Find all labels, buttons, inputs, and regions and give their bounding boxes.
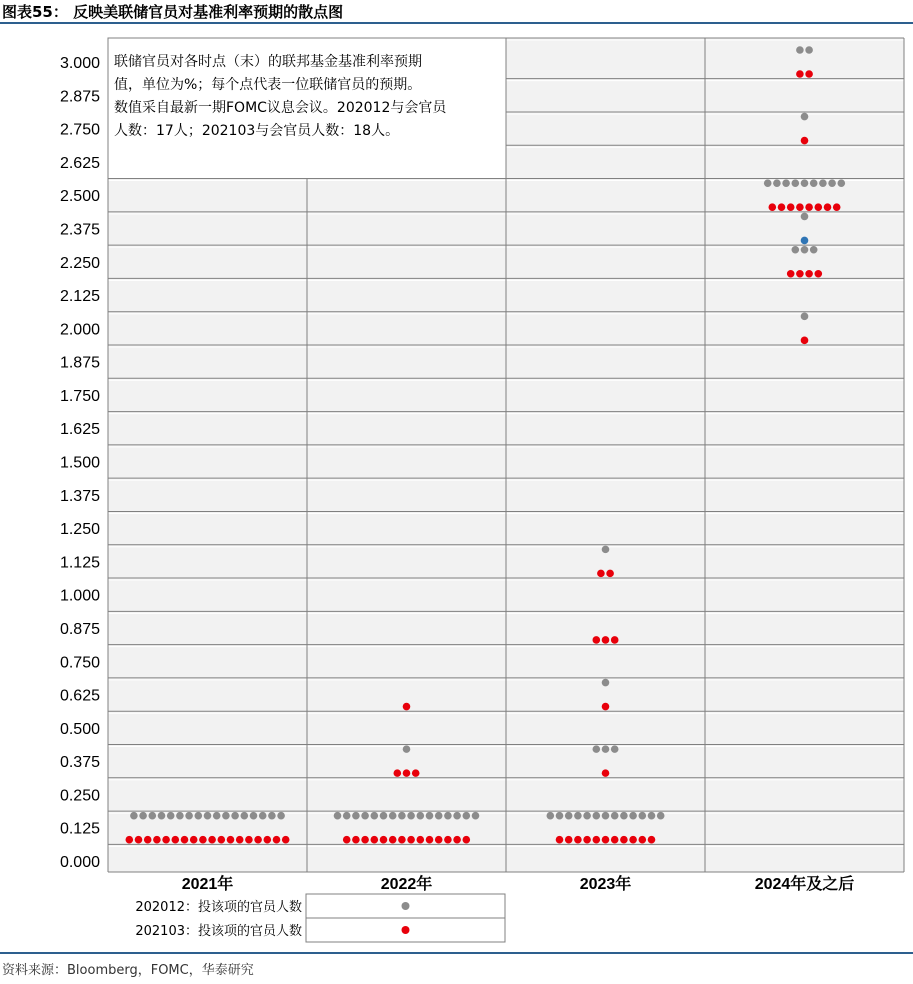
dot-202103	[398, 836, 406, 844]
dot-202012	[792, 179, 800, 187]
dot-202012	[380, 812, 388, 820]
dot-202103	[236, 836, 244, 844]
y-tick-label: 0.250	[59, 787, 100, 805]
dot-202012	[139, 812, 147, 820]
dot-202012	[593, 745, 601, 753]
legend-marker-202103	[402, 926, 410, 934]
bottom-rule	[0, 952, 913, 954]
dot-202103	[417, 836, 425, 844]
dot-202103	[565, 836, 573, 844]
dot-202103	[254, 836, 262, 844]
dot-202012	[602, 745, 610, 753]
dot-202103	[801, 137, 809, 145]
dot-202103	[426, 836, 434, 844]
dot-202103	[648, 836, 656, 844]
dot-202012	[801, 313, 809, 321]
y-tick-label: 1.125	[59, 554, 100, 572]
dot-202012	[838, 179, 846, 187]
dot-202103	[611, 636, 619, 644]
dot-202012	[583, 812, 591, 820]
dot-202103	[556, 836, 564, 844]
legend-label: 202103：投该项的官员人数	[135, 924, 302, 939]
y-tick-label: 2.875	[59, 88, 100, 106]
dot-202012	[611, 745, 619, 753]
dot-202103	[394, 769, 402, 777]
dot-202012	[657, 812, 665, 820]
dot-202012	[222, 812, 230, 820]
dot-202103	[787, 270, 795, 278]
dot-202012	[426, 812, 434, 820]
dot-202012	[602, 812, 610, 820]
dot-202012	[805, 46, 813, 54]
dot-202103	[805, 203, 813, 211]
y-tick-label: 2.625	[59, 154, 100, 172]
dot-202012	[565, 812, 573, 820]
dot-202103	[620, 836, 628, 844]
dot-202012	[417, 812, 425, 820]
dot-202103	[199, 836, 207, 844]
y-tick-label: 0.875	[59, 620, 100, 638]
dot-202103	[245, 836, 253, 844]
dot-202103	[412, 769, 420, 777]
note-text-line: 人数：17人；202103与会官员人数：18人。	[114, 123, 400, 139]
dot-202012	[250, 812, 258, 820]
dot-202012	[231, 812, 239, 820]
dot-202012	[556, 812, 564, 820]
chart-title: 图表55： 反映美联储官员对基准利率预期的散点图	[2, 3, 344, 21]
dot-202103	[153, 836, 161, 844]
dot-202012	[801, 113, 809, 121]
dot-202103	[352, 836, 360, 844]
dot-202103	[833, 203, 841, 211]
dot-202103	[796, 70, 804, 78]
dot-202012	[648, 812, 656, 820]
y-tick-label: 0.125	[59, 820, 100, 838]
dot-202012	[463, 812, 471, 820]
dot-202103	[435, 836, 443, 844]
x-category-label: 2023年	[579, 876, 632, 893]
note-text-line: 值，单位为%；每个点代表一位联储官员的预期。	[114, 77, 422, 93]
dot-202012	[352, 812, 360, 820]
dot-202103	[135, 836, 143, 844]
dot-202012	[574, 812, 582, 820]
dot-202103	[805, 270, 813, 278]
dot-202012	[472, 812, 480, 820]
dot-202103	[389, 836, 397, 844]
dot-202103	[463, 836, 471, 844]
note-text-line: 联储官员对各时点（末）的联邦基金基准利率预期	[114, 54, 422, 70]
dot-202103	[805, 70, 813, 78]
dot-202103	[583, 836, 591, 844]
dot-202103	[208, 836, 216, 844]
dot-202012	[602, 546, 610, 554]
dot-202103	[172, 836, 180, 844]
dot-202012	[403, 745, 411, 753]
dot-202012	[801, 213, 809, 221]
dot-202012	[167, 812, 175, 820]
dot-202012	[639, 812, 647, 820]
dot-202103	[227, 836, 235, 844]
dot-202012	[398, 812, 406, 820]
dot-202012	[185, 812, 193, 820]
dot-202012	[810, 246, 818, 254]
dot-202103	[403, 769, 411, 777]
y-tick-label: 0.375	[59, 754, 100, 772]
dot-202012	[453, 812, 461, 820]
dot-202103	[144, 836, 152, 844]
dot-202012	[361, 812, 369, 820]
dot-202012	[801, 179, 809, 187]
dot-202012	[782, 179, 790, 187]
dot-202103	[218, 836, 226, 844]
source-note: 资料来源：Bloomberg，FOMC，华泰研究	[2, 963, 254, 978]
y-tick-label: 0.500	[59, 720, 100, 738]
dot-202012	[241, 812, 249, 820]
dot-202103	[273, 836, 281, 844]
dot-202103	[602, 836, 610, 844]
dot-202103	[801, 337, 809, 345]
dot-202012	[371, 812, 379, 820]
note-text-line: 数值采自最新一期FOMC议息会议。202012与会官员	[114, 100, 447, 116]
dot-202103	[574, 836, 582, 844]
dot-202012	[801, 246, 809, 254]
dot-202012	[259, 812, 267, 820]
dot-202012	[268, 812, 276, 820]
dot-202103	[190, 836, 198, 844]
y-tick-label: 1.250	[59, 521, 100, 539]
dot-202012	[810, 179, 818, 187]
dot-202103	[597, 570, 605, 578]
dot-202012	[792, 246, 800, 254]
dot-202012	[547, 812, 555, 820]
dot-202103	[602, 703, 610, 711]
x-category-label: 2021年	[181, 876, 234, 893]
y-tick-label: 2.500	[59, 188, 100, 206]
dot-202012	[629, 812, 637, 820]
dot-202012	[343, 812, 351, 820]
y-tick-label: 2.000	[59, 321, 100, 339]
dot-202012	[444, 812, 452, 820]
dot-202103	[815, 203, 823, 211]
dot-202103	[602, 769, 610, 777]
y-tick-label: 1.750	[59, 387, 100, 405]
y-tick-label: 1.625	[59, 421, 100, 439]
dot-202012	[819, 179, 827, 187]
dot-202103	[361, 836, 369, 844]
dot-202012	[204, 812, 212, 820]
dot-202103	[796, 270, 804, 278]
dot-202012	[130, 812, 138, 820]
dot-202012	[334, 812, 342, 820]
dot-202012	[620, 812, 628, 820]
dot-202103	[778, 203, 786, 211]
dot-202103	[796, 203, 804, 211]
dot-202012	[176, 812, 184, 820]
legend-marker-202012	[402, 902, 410, 910]
dot-202012	[796, 46, 804, 54]
dot-202012	[195, 812, 203, 820]
dot-202103	[639, 836, 647, 844]
dot-202103	[611, 836, 619, 844]
dot-202103	[343, 836, 351, 844]
dot-202103	[403, 703, 411, 711]
y-tick-label: 2.375	[59, 221, 100, 239]
y-tick-label: 1.500	[59, 454, 100, 472]
dot-202012	[407, 812, 415, 820]
y-tick-label: 1.875	[59, 354, 100, 372]
y-tick-label: 2.750	[59, 121, 100, 139]
dot-202103	[453, 836, 461, 844]
dot-202103	[629, 836, 637, 844]
y-tick-label: 1.000	[59, 587, 100, 605]
x-category-label: 2024年及之后	[754, 876, 855, 893]
dot-202012	[611, 812, 619, 820]
dot-202103	[593, 836, 601, 844]
legend-label: 202012：投该项的官员人数	[135, 900, 302, 915]
dot-202103	[264, 836, 272, 844]
dot-202012	[149, 812, 157, 820]
dot-202103	[444, 836, 452, 844]
dot-202012	[828, 179, 836, 187]
dot-202103	[162, 836, 170, 844]
dot-202103	[787, 203, 795, 211]
dot-202012	[389, 812, 397, 820]
dot-202012	[764, 179, 772, 187]
y-tick-label: 0.750	[59, 654, 100, 672]
dot-202012	[593, 812, 601, 820]
dot-202103	[801, 237, 809, 245]
dot-202103	[126, 836, 134, 844]
dot-202103	[593, 636, 601, 644]
y-tick-label: 1.375	[59, 487, 100, 505]
dot-202103	[769, 203, 777, 211]
dot-202103	[602, 636, 610, 644]
dot-202012	[435, 812, 443, 820]
dot-202012	[277, 812, 285, 820]
y-tick-label: 2.250	[59, 254, 100, 272]
x-category-label: 2022年	[380, 876, 433, 893]
dot-202103	[824, 203, 832, 211]
dot-202103	[282, 836, 290, 844]
dot-202103	[181, 836, 189, 844]
dot-202103	[815, 270, 823, 278]
dot-202103	[380, 836, 388, 844]
dot-202103	[371, 836, 379, 844]
dot-202012	[602, 679, 610, 687]
dot-202012	[213, 812, 221, 820]
y-tick-label: 0.625	[59, 687, 100, 705]
dot-202012	[773, 179, 781, 187]
y-tick-label: 3.000	[59, 55, 100, 72]
y-tick-label: 2.125	[59, 288, 100, 306]
dot-202012	[158, 812, 166, 820]
dot-202103	[606, 570, 614, 578]
y-tick-label: 0.000	[59, 854, 100, 871]
dot-202103	[407, 836, 415, 844]
